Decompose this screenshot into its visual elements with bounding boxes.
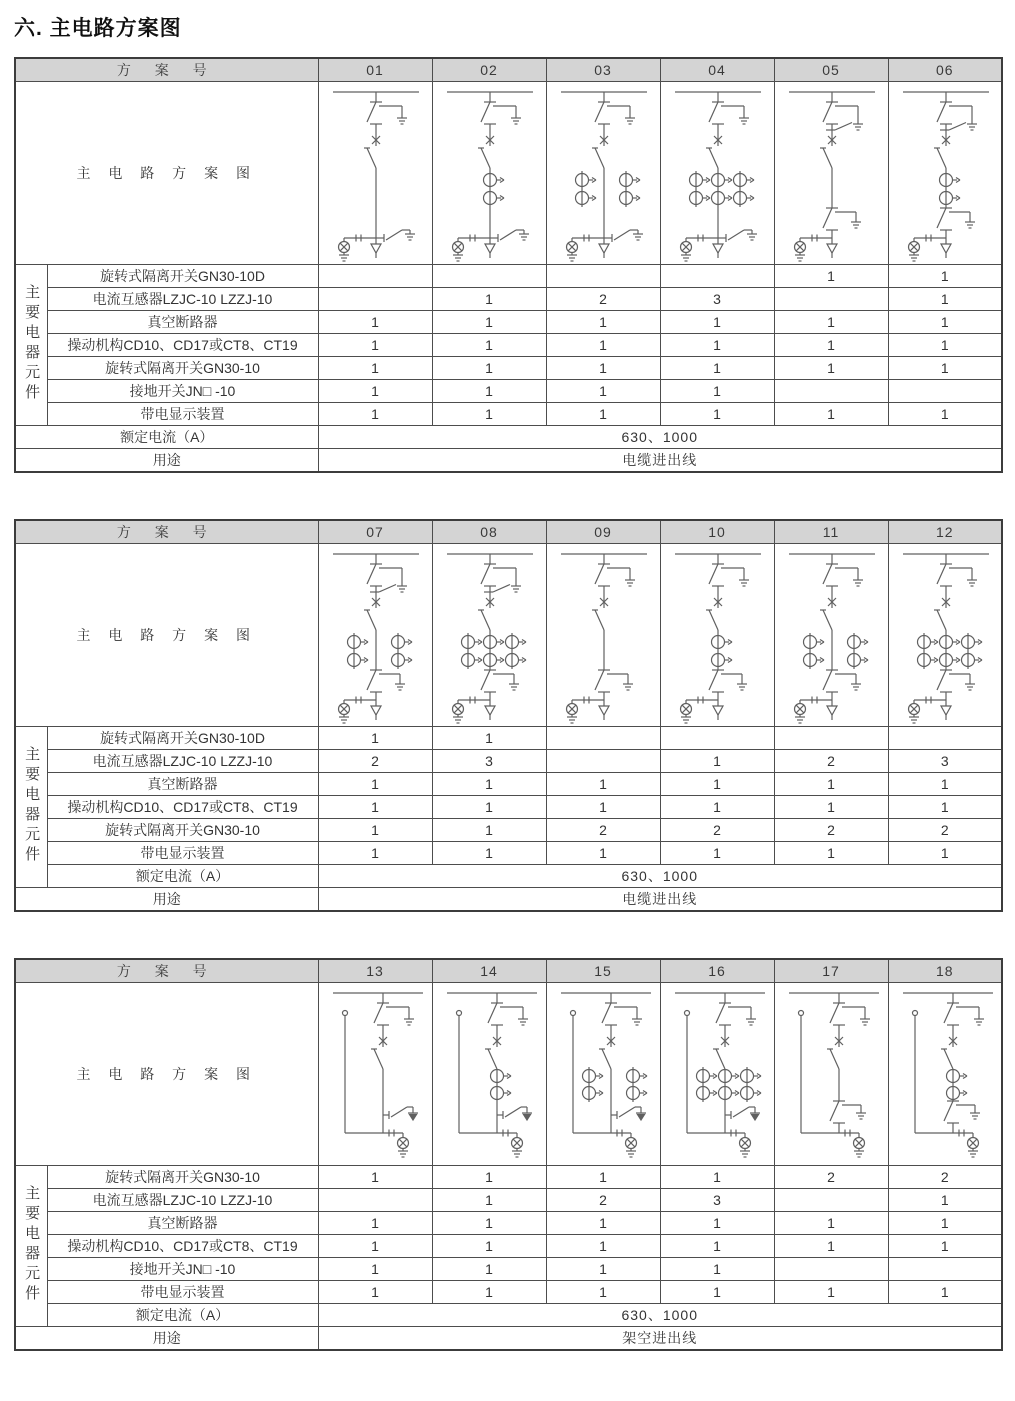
component-count-cell: 1 (546, 796, 660, 819)
circuit-diagram-cell-12 (888, 544, 1002, 727)
rated-current-row (15, 865, 1002, 888)
component-count-cell: 1 (432, 727, 546, 750)
component-row (15, 727, 1002, 750)
component-count-cell: 1 (318, 796, 432, 819)
circuit-diagram-cell-18 (888, 983, 1002, 1166)
scheme-table-schemes-01-06 (14, 57, 1003, 473)
scheme-number-13: 13 (318, 959, 432, 983)
component-count-cell: 1 (774, 1281, 888, 1304)
side-label-main-components (15, 1166, 47, 1327)
component-count-cell: 1 (774, 842, 888, 865)
component-count-cell (774, 727, 888, 750)
component-count-cell: 1 (318, 819, 432, 842)
component-count-cell: 2 (888, 819, 1002, 842)
scheme-number-03: 03 (546, 58, 660, 82)
component-count-cell: 1 (774, 773, 888, 796)
circuit-diagram-cell-13 (318, 983, 432, 1166)
circuit-diagram-17 (775, 983, 887, 1165)
side-label-text: 主要电器元件 (23, 745, 41, 866)
component-count-cell: 1 (546, 380, 660, 403)
component-count-cell: 1 (318, 1166, 432, 1189)
component-count-cell: 1 (432, 1258, 546, 1281)
component-row (15, 842, 1002, 865)
circuit-diagram-01 (319, 82, 431, 264)
component-count-cell (774, 288, 888, 311)
component-count-cell: 2 (888, 1166, 1002, 1189)
component-label: 真空断路器 (47, 311, 318, 334)
circuit-diagram-cell-16 (660, 983, 774, 1166)
component-count-cell: 2 (546, 1189, 660, 1212)
component-count-cell (546, 750, 660, 773)
component-count-cell: 1 (546, 403, 660, 426)
component-count-cell: 1 (432, 796, 546, 819)
side-label-main-components (15, 727, 47, 888)
usage-label: 用途 (15, 449, 318, 473)
circuit-diagram-03 (547, 82, 659, 264)
component-label: 带电显示装置 (47, 1281, 318, 1304)
component-count-cell: 1 (660, 796, 774, 819)
component-row (15, 1166, 1002, 1189)
component-count-cell (888, 380, 1002, 403)
component-label: 真空断路器 (47, 1212, 318, 1235)
circuit-diagram-cell-08 (432, 544, 546, 727)
component-count-cell: 1 (774, 357, 888, 380)
usage-label: 用途 (15, 888, 318, 912)
component-label: 旋转式隔离开关GN30-10 (47, 1166, 318, 1189)
circuit-diagram-cell-11 (774, 544, 888, 727)
component-count-cell: 1 (660, 1281, 774, 1304)
component-count-cell: 1 (432, 403, 546, 426)
component-count-cell: 1 (318, 1212, 432, 1235)
circuit-diagram-cell-15 (546, 983, 660, 1166)
component-count-cell (774, 380, 888, 403)
component-count-cell: 1 (546, 842, 660, 865)
scheme-number-02: 02 (432, 58, 546, 82)
page-title: 六. 主电路方案图 (14, 17, 182, 40)
component-count-cell (318, 288, 432, 311)
component-row (15, 311, 1002, 334)
component-count-cell: 1 (318, 727, 432, 750)
component-count-cell: 2 (546, 288, 660, 311)
component-count-cell: 1 (318, 1258, 432, 1281)
circuit-diagram-13 (319, 983, 431, 1165)
component-label: 旋转式隔离开关GN30-10D (47, 265, 318, 288)
component-count-cell: 1 (888, 842, 1002, 865)
component-count-cell: 1 (546, 1281, 660, 1304)
component-count-cell: 1 (774, 1235, 888, 1258)
circuit-diagram-06 (889, 82, 1001, 264)
circuit-diagram-cell-04 (660, 82, 774, 265)
component-count-cell: 1 (318, 334, 432, 357)
scheme-header-row (15, 520, 1002, 544)
component-count-cell: 1 (660, 357, 774, 380)
component-count-cell: 1 (546, 773, 660, 796)
component-count-cell: 3 (888, 750, 1002, 773)
component-count-cell (318, 1189, 432, 1212)
component-count-cell: 3 (432, 750, 546, 773)
component-count-cell: 1 (660, 750, 774, 773)
component-label: 操动机构CD10、CD17或CT8、CT19 (47, 796, 318, 819)
circuit-diagram-09 (547, 544, 659, 726)
side-label-main-components (15, 265, 47, 426)
usage-label: 用途 (15, 1327, 318, 1351)
component-row (15, 380, 1002, 403)
component-count-cell: 1 (660, 1235, 774, 1258)
component-count-cell: 1 (774, 796, 888, 819)
circuit-diagram-cell-06 (888, 82, 1002, 265)
component-count-cell: 1 (888, 1189, 1002, 1212)
scheme-table-schemes-07-12 (14, 519, 1003, 912)
usage-value: 电缆进出线 (318, 449, 1002, 473)
component-label: 旋转式隔离开关GN30-10D (47, 727, 318, 750)
circuit-diagram-cell-09 (546, 544, 660, 727)
component-row (15, 819, 1002, 842)
component-count-cell: 1 (318, 1235, 432, 1258)
component-label: 接地开关JN□ -10 (47, 1258, 318, 1281)
component-count-cell: 1 (318, 842, 432, 865)
component-count-cell: 2 (774, 750, 888, 773)
component-count-cell: 1 (660, 380, 774, 403)
component-row (15, 357, 1002, 380)
component-count-cell: 1 (660, 1212, 774, 1235)
component-count-cell: 2 (660, 819, 774, 842)
component-row (15, 288, 1002, 311)
component-row (15, 1235, 1002, 1258)
component-count-cell: 1 (660, 334, 774, 357)
component-count-cell: 1 (432, 334, 546, 357)
component-count-cell (660, 727, 774, 750)
component-count-cell: 1 (546, 1235, 660, 1258)
component-row (15, 750, 1002, 773)
rated-current-value: 630、1000 (318, 865, 1002, 888)
component-count-cell: 1 (774, 334, 888, 357)
component-count-cell: 1 (888, 1281, 1002, 1304)
component-count-cell: 1 (546, 1258, 660, 1281)
component-count-cell (660, 265, 774, 288)
circuit-diagram-08 (433, 544, 545, 726)
scheme-number-11: 11 (774, 520, 888, 544)
scheme-number-01: 01 (318, 58, 432, 82)
component-count-cell: 1 (660, 403, 774, 426)
component-count-cell: 1 (888, 265, 1002, 288)
component-count-cell: 1 (318, 773, 432, 796)
component-count-cell: 1 (432, 819, 546, 842)
component-row (15, 403, 1002, 426)
scheme-number-17: 17 (774, 959, 888, 983)
component-label: 真空断路器 (47, 773, 318, 796)
circuit-diagram-05 (775, 82, 887, 264)
component-count-cell (774, 1258, 888, 1281)
component-count-cell (318, 265, 432, 288)
circuit-diagram-11 (775, 544, 887, 726)
component-label: 旋转式隔离开关GN30-10 (47, 357, 318, 380)
circuit-diagram-18 (889, 983, 1001, 1165)
rated-current-row (15, 1304, 1002, 1327)
scheme-table-schemes-13-18 (14, 958, 1003, 1351)
rated-current-row (15, 426, 1002, 449)
component-count-cell: 1 (888, 357, 1002, 380)
component-count-cell: 2 (546, 819, 660, 842)
component-count-cell: 1 (432, 357, 546, 380)
diagram-row (15, 983, 1002, 1166)
diagram-row-label: 主 电 路 方 案 图 (15, 82, 318, 265)
circuit-diagram-cell-05 (774, 82, 888, 265)
component-count-cell: 1 (888, 796, 1002, 819)
rated-current-value: 630、1000 (318, 426, 1002, 449)
component-count-cell: 1 (546, 1212, 660, 1235)
component-row (15, 334, 1002, 357)
component-count-cell (546, 727, 660, 750)
scheme-number-header: 方 案 号 (15, 959, 318, 983)
component-count-cell: 1 (432, 1166, 546, 1189)
component-count-cell (888, 1258, 1002, 1281)
component-label: 带电显示装置 (47, 842, 318, 865)
component-count-cell (546, 265, 660, 288)
component-count-cell: 1 (660, 1166, 774, 1189)
usage-value: 电缆进出线 (318, 888, 1002, 912)
component-label: 电流互感器LZJC-10 LZZJ-10 (47, 1189, 318, 1212)
scheme-number-12: 12 (888, 520, 1002, 544)
circuit-diagram-14 (433, 983, 545, 1165)
usage-row (15, 449, 1002, 473)
circuit-diagram-10 (661, 544, 773, 726)
component-count-cell: 1 (432, 1235, 546, 1258)
component-label: 接地开关JN□ -10 (47, 380, 318, 403)
component-label: 操动机构CD10、CD17或CT8、CT19 (47, 334, 318, 357)
component-count-cell (888, 727, 1002, 750)
component-count-cell: 3 (660, 288, 774, 311)
component-count-cell: 1 (318, 357, 432, 380)
scheme-tables-container (14, 57, 1001, 1351)
component-count-cell (432, 265, 546, 288)
component-row (15, 265, 1002, 288)
component-count-cell: 1 (318, 1281, 432, 1304)
scheme-number-header: 方 案 号 (15, 58, 318, 82)
scheme-number-09: 09 (546, 520, 660, 544)
scheme-number-15: 15 (546, 959, 660, 983)
component-count-cell: 1 (888, 1235, 1002, 1258)
circuit-diagram-12 (889, 544, 1001, 726)
component-count-cell: 1 (546, 311, 660, 334)
scheme-number-header: 方 案 号 (15, 520, 318, 544)
scheme-number-10: 10 (660, 520, 774, 544)
component-count-cell: 2 (774, 1166, 888, 1189)
diagram-row (15, 544, 1002, 727)
circuit-diagram-02 (433, 82, 545, 264)
component-count-cell: 1 (432, 842, 546, 865)
rated-current-label: 额定电流（A） (47, 1304, 318, 1327)
component-count-cell: 1 (888, 334, 1002, 357)
component-count-cell: 1 (432, 1212, 546, 1235)
component-count-cell: 1 (432, 311, 546, 334)
component-label: 电流互感器LZJC-10 LZZJ-10 (47, 288, 318, 311)
circuit-diagram-07 (319, 544, 431, 726)
component-count-cell: 3 (660, 1189, 774, 1212)
usage-value: 架空进出线 (318, 1327, 1002, 1351)
component-label: 带电显示装置 (47, 403, 318, 426)
component-count-cell: 1 (774, 1212, 888, 1235)
component-label: 电流互感器LZJC-10 LZZJ-10 (47, 750, 318, 773)
component-count-cell: 1 (546, 357, 660, 380)
component-count-cell: 1 (432, 773, 546, 796)
component-count-cell: 1 (774, 311, 888, 334)
rated-current-label: 额定电流（A） (47, 865, 318, 888)
component-label: 旋转式隔离开关GN30-10 (47, 819, 318, 842)
component-count-cell: 1 (888, 288, 1002, 311)
component-count-cell: 1 (888, 311, 1002, 334)
scheme-number-07: 07 (318, 520, 432, 544)
circuit-diagram-15 (547, 983, 659, 1165)
component-label: 操动机构CD10、CD17或CT8、CT19 (47, 1235, 318, 1258)
scheme-number-18: 18 (888, 959, 1002, 983)
component-count-cell: 1 (432, 1281, 546, 1304)
scheme-header-row (15, 58, 1002, 82)
circuit-diagram-04 (661, 82, 773, 264)
diagram-row-label: 主 电 路 方 案 图 (15, 544, 318, 727)
scheme-number-06: 06 (888, 58, 1002, 82)
component-count-cell: 1 (318, 403, 432, 426)
component-count-cell: 2 (318, 750, 432, 773)
usage-row (15, 1327, 1002, 1351)
component-row (15, 1189, 1002, 1212)
component-count-cell: 1 (888, 403, 1002, 426)
component-count-cell: 1 (660, 311, 774, 334)
circuit-diagram-cell-14 (432, 983, 546, 1166)
component-row (15, 1281, 1002, 1304)
circuit-diagram-cell-03 (546, 82, 660, 265)
usage-row (15, 888, 1002, 912)
rated-current-label: 额定电流（A） (15, 426, 318, 449)
circuit-diagram-cell-01 (318, 82, 432, 265)
circuit-diagram-cell-07 (318, 544, 432, 727)
component-count-cell: 1 (660, 842, 774, 865)
component-count-cell: 1 (432, 288, 546, 311)
component-count-cell: 2 (774, 819, 888, 842)
diagram-row (15, 82, 1002, 265)
component-count-cell: 1 (774, 265, 888, 288)
scheme-number-04: 04 (660, 58, 774, 82)
circuit-diagram-cell-10 (660, 544, 774, 727)
component-count-cell: 1 (888, 1212, 1002, 1235)
circuit-diagram-cell-02 (432, 82, 546, 265)
scheme-number-08: 08 (432, 520, 546, 544)
component-count-cell: 1 (888, 773, 1002, 796)
circuit-diagram-cell-17 (774, 983, 888, 1166)
component-count-cell: 1 (660, 773, 774, 796)
scheme-number-05: 05 (774, 58, 888, 82)
component-count-cell: 1 (774, 403, 888, 426)
diagram-row-label: 主 电 路 方 案 图 (15, 983, 318, 1166)
component-count-cell: 1 (546, 334, 660, 357)
component-row (15, 1258, 1002, 1281)
component-count-cell: 1 (318, 311, 432, 334)
component-count-cell: 1 (660, 1258, 774, 1281)
component-row (15, 1212, 1002, 1235)
scheme-header-row (15, 959, 1002, 983)
circuit-diagram-16 (661, 983, 773, 1165)
side-label-text: 主要电器元件 (23, 283, 41, 404)
component-row (15, 773, 1002, 796)
component-count-cell: 1 (432, 380, 546, 403)
component-count-cell: 1 (432, 1189, 546, 1212)
scheme-number-16: 16 (660, 959, 774, 983)
component-count-cell (774, 1189, 888, 1212)
rated-current-value: 630、1000 (318, 1304, 1002, 1327)
component-count-cell: 1 (546, 1166, 660, 1189)
component-count-cell: 1 (318, 380, 432, 403)
side-label-text: 主要电器元件 (23, 1184, 41, 1305)
scheme-number-14: 14 (432, 959, 546, 983)
component-row (15, 796, 1002, 819)
